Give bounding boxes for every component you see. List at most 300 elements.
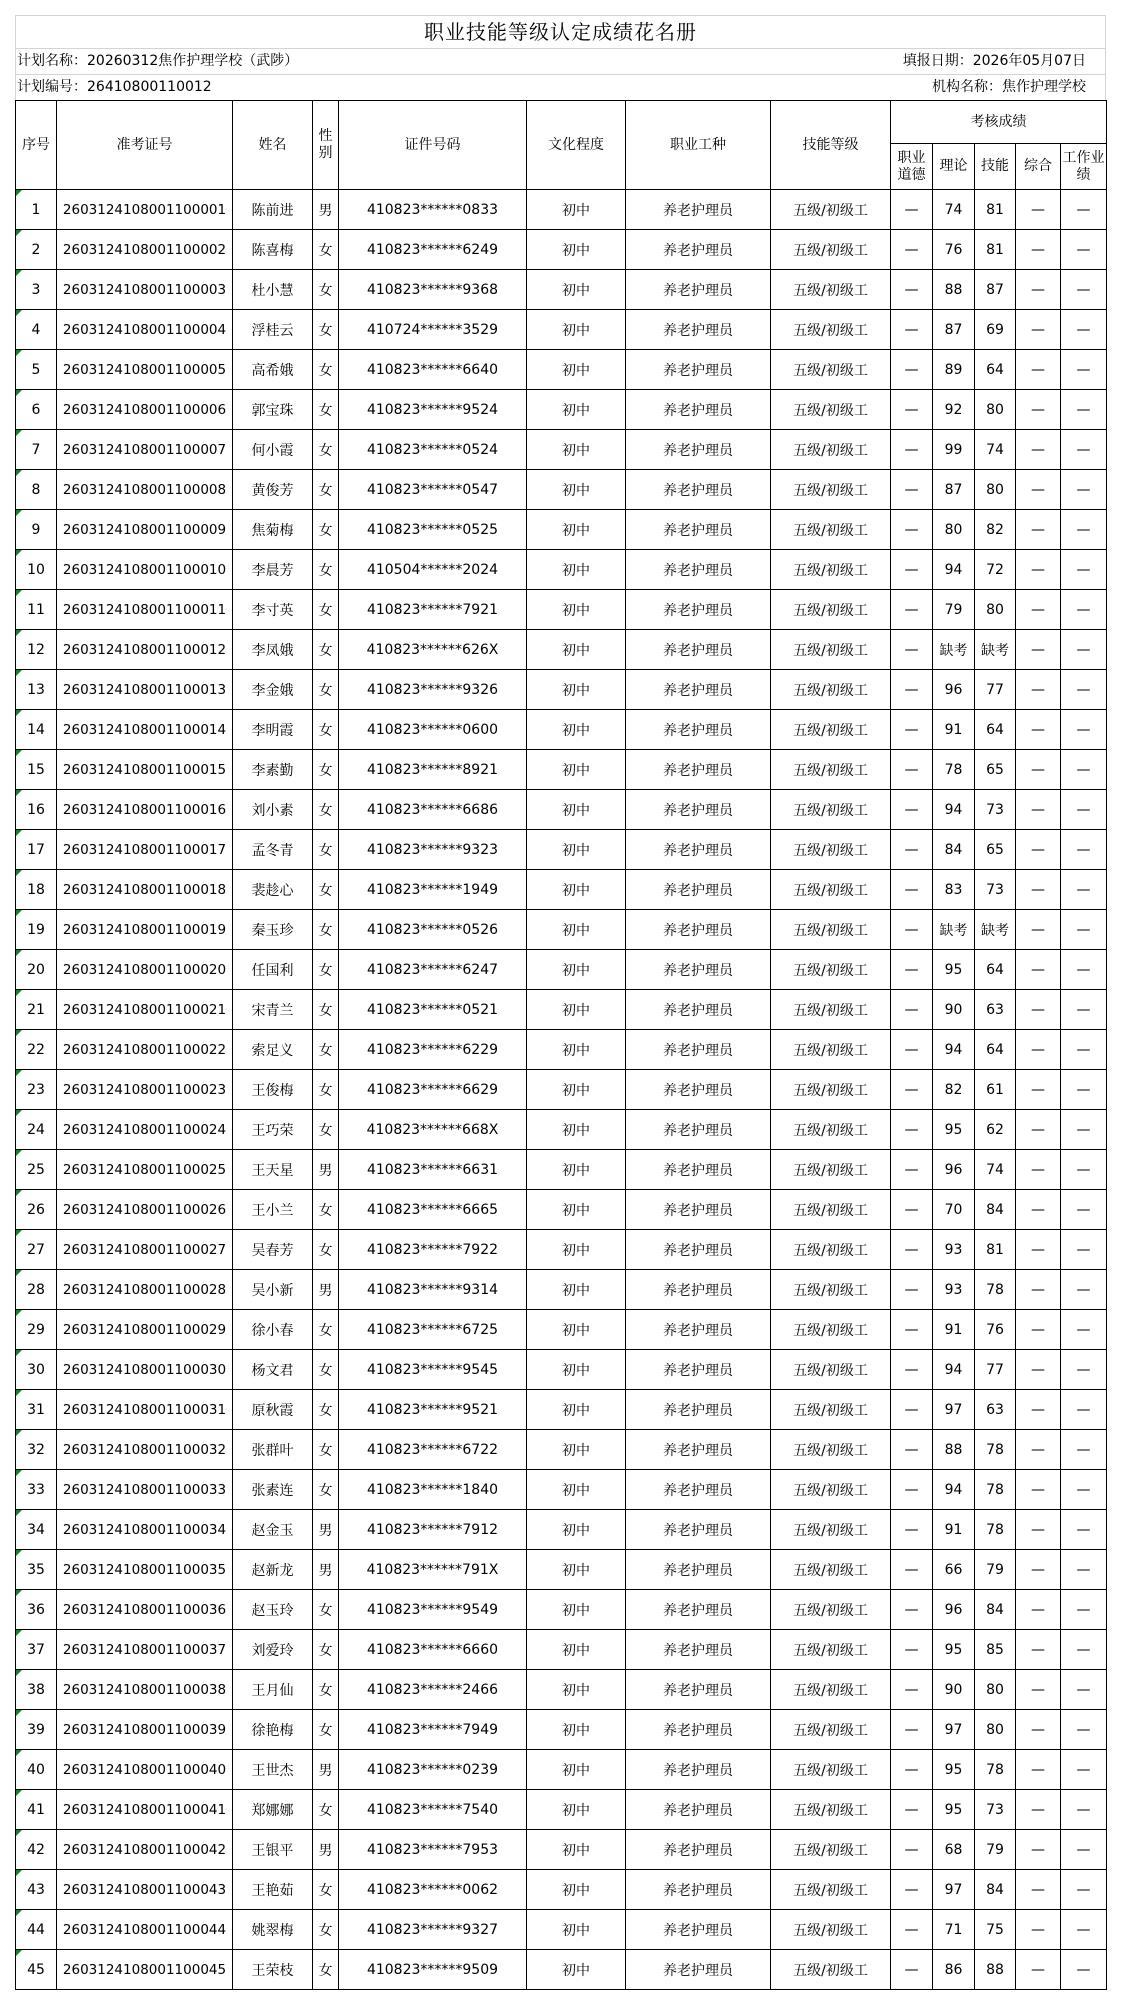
level-cell: 五级/初级工 bbox=[771, 1230, 891, 1270]
gender-cell: 男 bbox=[313, 1270, 339, 1310]
work-cell: — bbox=[1061, 1550, 1107, 1590]
ethics-cell: — bbox=[891, 1670, 933, 1710]
ticket-cell: 2603124108001100001 bbox=[57, 190, 233, 230]
theory-cell: 80 bbox=[933, 510, 975, 550]
id-cell: 410823******6722 bbox=[339, 1430, 527, 1470]
level-cell: 五级/初级工 bbox=[771, 630, 891, 670]
education-cell: 初中 bbox=[527, 1230, 626, 1270]
ethics-cell: — bbox=[891, 350, 933, 390]
education-cell: 初中 bbox=[527, 1790, 626, 1830]
theory-cell: 74 bbox=[933, 190, 975, 230]
skill-cell: 64 bbox=[975, 950, 1016, 990]
name-cell: 姚翠梅 bbox=[233, 1910, 313, 1950]
level-cell: 五级/初级工 bbox=[771, 910, 891, 950]
id-cell: 410823******7912 bbox=[339, 1510, 527, 1550]
theory-cell: 95 bbox=[933, 1750, 975, 1790]
table-row bbox=[16, 870, 1107, 910]
ethics-cell: — bbox=[891, 1190, 933, 1230]
id-cell: 410823******9314 bbox=[339, 1270, 527, 1310]
seq-cell: 36 bbox=[16, 1590, 57, 1630]
name-cell: 李晨芳 bbox=[233, 550, 313, 590]
education-cell: 初中 bbox=[527, 1550, 626, 1590]
ticket-cell: 2603124108001100023 bbox=[57, 1070, 233, 1110]
ethics-cell: — bbox=[891, 1470, 933, 1510]
level-cell: 五级/初级工 bbox=[771, 1590, 891, 1630]
occupation-cell: 养老护理员 bbox=[626, 1150, 771, 1190]
seq-cell: 15 bbox=[16, 750, 57, 790]
theory-cell: 88 bbox=[933, 1430, 975, 1470]
name-cell: 李明霞 bbox=[233, 710, 313, 750]
skill-cell: 80 bbox=[975, 1710, 1016, 1750]
comprehensive-cell: — bbox=[1016, 1270, 1061, 1310]
id-cell: 410823******9524 bbox=[339, 390, 527, 430]
seq-cell: 1 bbox=[16, 190, 57, 230]
skill-cell: 80 bbox=[975, 1670, 1016, 1710]
skill-cell: 84 bbox=[975, 1590, 1016, 1630]
work-cell: — bbox=[1061, 750, 1107, 790]
theory-cell: 88 bbox=[933, 270, 975, 310]
seq-cell: 43 bbox=[16, 1870, 57, 1910]
work-cell: — bbox=[1061, 670, 1107, 710]
ticket-cell: 2603124108001100038 bbox=[57, 1670, 233, 1710]
skill-cell: 81 bbox=[975, 230, 1016, 270]
occupation-cell: 养老护理员 bbox=[626, 1070, 771, 1110]
work-cell: — bbox=[1061, 1150, 1107, 1190]
id-cell: 410823******6247 bbox=[339, 950, 527, 990]
work-cell: — bbox=[1061, 630, 1107, 670]
name-cell: 郑娜娜 bbox=[233, 1790, 313, 1830]
work-cell: — bbox=[1061, 1430, 1107, 1470]
header-ticket: 准考证号 bbox=[57, 101, 233, 190]
work-cell: — bbox=[1061, 1390, 1107, 1430]
level-cell: 五级/初级工 bbox=[771, 1710, 891, 1750]
ticket-cell: 2603124108001100044 bbox=[57, 1910, 233, 1950]
id-cell: 410823******8921 bbox=[339, 750, 527, 790]
comprehensive-cell: — bbox=[1016, 1390, 1061, 1430]
seq-cell: 27 bbox=[16, 1230, 57, 1270]
gender-cell: 女 bbox=[313, 1590, 339, 1630]
skill-cell: 85 bbox=[975, 1630, 1016, 1670]
occupation-cell: 养老护理员 bbox=[626, 310, 771, 350]
work-cell: — bbox=[1061, 830, 1107, 870]
comprehensive-cell: — bbox=[1016, 1350, 1061, 1390]
name-cell: 裴趁心 bbox=[233, 870, 313, 910]
table-row bbox=[16, 430, 1107, 470]
id-cell: 410823******2466 bbox=[339, 1670, 527, 1710]
comprehensive-cell: — bbox=[1016, 950, 1061, 990]
name-cell: 李素勤 bbox=[233, 750, 313, 790]
theory-cell: 缺考 bbox=[933, 630, 975, 670]
level-cell: 五级/初级工 bbox=[771, 270, 891, 310]
ethics-cell: — bbox=[891, 1230, 933, 1270]
theory-cell: 99 bbox=[933, 430, 975, 470]
work-cell: — bbox=[1061, 950, 1107, 990]
ethics-cell: — bbox=[891, 910, 933, 950]
level-cell: 五级/初级工 bbox=[771, 1750, 891, 1790]
comprehensive-cell: — bbox=[1016, 230, 1061, 270]
name-cell: 王荣枝 bbox=[233, 1950, 313, 1990]
level-cell: 五级/初级工 bbox=[771, 870, 891, 910]
skill-cell: 缺考 bbox=[975, 630, 1016, 670]
id-cell: 410823******0525 bbox=[339, 510, 527, 550]
occupation-cell: 养老护理员 bbox=[626, 510, 771, 550]
ethics-cell: — bbox=[891, 1910, 933, 1950]
level-cell: 五级/初级工 bbox=[771, 790, 891, 830]
education-cell: 初中 bbox=[527, 470, 626, 510]
gender-cell: 女 bbox=[313, 1630, 339, 1670]
comprehensive-cell: — bbox=[1016, 390, 1061, 430]
ethics-cell: — bbox=[891, 1310, 933, 1350]
ethics-cell: — bbox=[891, 1830, 933, 1870]
work-cell: — bbox=[1061, 790, 1107, 830]
seq-cell: 32 bbox=[16, 1430, 57, 1470]
occupation-cell: 养老护理员 bbox=[626, 1310, 771, 1350]
education-cell: 初中 bbox=[527, 1030, 626, 1070]
seq-cell: 14 bbox=[16, 710, 57, 750]
level-cell: 五级/初级工 bbox=[771, 310, 891, 350]
ticket-cell: 2603124108001100017 bbox=[57, 830, 233, 870]
occupation-cell: 养老护理员 bbox=[626, 790, 771, 830]
id-cell: 410823******0547 bbox=[339, 470, 527, 510]
education-cell: 初中 bbox=[527, 390, 626, 430]
id-cell: 410823******9327 bbox=[339, 1910, 527, 1950]
occupation-cell: 养老护理员 bbox=[626, 190, 771, 230]
seq-cell: 35 bbox=[16, 1550, 57, 1590]
table-row bbox=[16, 1110, 1107, 1150]
work-cell: — bbox=[1061, 1270, 1107, 1310]
table-row bbox=[16, 1150, 1107, 1190]
ticket-cell: 2603124108001100013 bbox=[57, 670, 233, 710]
name-cell: 陈喜梅 bbox=[233, 230, 313, 270]
table-row bbox=[16, 190, 1107, 230]
comprehensive-cell: — bbox=[1016, 1510, 1061, 1550]
gender-cell: 女 bbox=[313, 1310, 339, 1350]
ticket-cell: 2603124108001100026 bbox=[57, 1190, 233, 1230]
level-cell: 五级/初级工 bbox=[771, 1430, 891, 1470]
id-cell: 410823******7949 bbox=[339, 1710, 527, 1750]
education-cell: 初中 bbox=[527, 350, 626, 390]
gender-cell: 女 bbox=[313, 870, 339, 910]
education-cell: 初中 bbox=[527, 590, 626, 630]
comprehensive-cell: — bbox=[1016, 630, 1061, 670]
occupation-cell: 养老护理员 bbox=[626, 350, 771, 390]
level-cell: 五级/初级工 bbox=[771, 1910, 891, 1950]
table-row bbox=[16, 1310, 1107, 1350]
name-cell: 陈前进 bbox=[233, 190, 313, 230]
occupation-cell: 养老护理员 bbox=[626, 430, 771, 470]
name-cell: 徐艳梅 bbox=[233, 1710, 313, 1750]
work-cell: — bbox=[1061, 910, 1107, 950]
ticket-cell: 2603124108001100030 bbox=[57, 1350, 233, 1390]
table-row bbox=[16, 1910, 1107, 1950]
education-cell: 初中 bbox=[527, 870, 626, 910]
occupation-cell: 养老护理员 bbox=[626, 1190, 771, 1230]
level-cell: 五级/初级工 bbox=[771, 430, 891, 470]
table-row bbox=[16, 950, 1107, 990]
id-cell: 410823******9368 bbox=[339, 270, 527, 310]
education-cell: 初中 bbox=[527, 670, 626, 710]
table-row bbox=[16, 1070, 1107, 1110]
education-cell: 初中 bbox=[527, 830, 626, 870]
theory-cell: 95 bbox=[933, 1790, 975, 1830]
score-table bbox=[15, 100, 1107, 1990]
gender-cell: 女 bbox=[313, 1110, 339, 1150]
occupation-cell: 养老护理员 bbox=[626, 1030, 771, 1070]
name-cell: 吴春芳 bbox=[233, 1230, 313, 1270]
skill-cell: 77 bbox=[975, 1350, 1016, 1390]
seq-cell: 6 bbox=[16, 390, 57, 430]
id-cell: 410823******6665 bbox=[339, 1190, 527, 1230]
work-cell: — bbox=[1061, 430, 1107, 470]
gender-cell: 女 bbox=[313, 230, 339, 270]
skill-cell: 缺考 bbox=[975, 910, 1016, 950]
seq-cell: 12 bbox=[16, 630, 57, 670]
education-cell: 初中 bbox=[527, 1870, 626, 1910]
occupation-cell: 养老护理员 bbox=[626, 1510, 771, 1550]
ethics-cell: — bbox=[891, 550, 933, 590]
comprehensive-cell: — bbox=[1016, 790, 1061, 830]
work-cell: — bbox=[1061, 710, 1107, 750]
ticket-cell: 2603124108001100005 bbox=[57, 350, 233, 390]
ethics-cell: — bbox=[891, 1150, 933, 1190]
gender-cell: 女 bbox=[313, 350, 339, 390]
ticket-cell: 2603124108001100011 bbox=[57, 590, 233, 630]
level-cell: 五级/初级工 bbox=[771, 1670, 891, 1710]
comprehensive-cell: — bbox=[1016, 270, 1061, 310]
theory-cell: 78 bbox=[933, 750, 975, 790]
header-scores: 考核成绩 bbox=[891, 101, 1107, 144]
gender-cell: 男 bbox=[313, 190, 339, 230]
comprehensive-cell: — bbox=[1016, 1710, 1061, 1750]
skill-cell: 78 bbox=[975, 1430, 1016, 1470]
ticket-cell: 2603124108001100042 bbox=[57, 1830, 233, 1870]
name-cell: 任国利 bbox=[233, 950, 313, 990]
work-cell: — bbox=[1061, 1630, 1107, 1670]
ethics-cell: — bbox=[891, 1750, 933, 1790]
ticket-cell: 2603124108001100037 bbox=[57, 1630, 233, 1670]
header-skill: 技能 bbox=[975, 144, 1016, 190]
theory-cell: 83 bbox=[933, 870, 975, 910]
ticket-cell: 2603124108001100004 bbox=[57, 310, 233, 350]
level-cell: 五级/初级工 bbox=[771, 670, 891, 710]
ticket-cell: 2603124108001100031 bbox=[57, 1390, 233, 1430]
name-cell: 王世杰 bbox=[233, 1750, 313, 1790]
id-cell: 410823******0521 bbox=[339, 990, 527, 1030]
education-cell: 初中 bbox=[527, 1590, 626, 1630]
skill-cell: 61 bbox=[975, 1070, 1016, 1110]
seq-cell: 4 bbox=[16, 310, 57, 350]
report-date: 填报日期：2026年05月07日 bbox=[902, 53, 1086, 69]
ethics-cell: — bbox=[891, 430, 933, 470]
gender-cell: 女 bbox=[313, 1390, 339, 1430]
gender-cell: 女 bbox=[313, 1470, 339, 1510]
ethics-cell: — bbox=[891, 1070, 933, 1110]
table-row bbox=[16, 910, 1107, 950]
education-cell: 初中 bbox=[527, 990, 626, 1030]
level-cell: 五级/初级工 bbox=[771, 230, 891, 270]
work-cell: — bbox=[1061, 1830, 1107, 1870]
education-cell: 初中 bbox=[527, 1350, 626, 1390]
skill-cell: 63 bbox=[975, 990, 1016, 1030]
work-cell: — bbox=[1061, 350, 1107, 390]
name-cell: 王巧荣 bbox=[233, 1110, 313, 1150]
ethics-cell: — bbox=[891, 1030, 933, 1070]
comprehensive-cell: — bbox=[1016, 310, 1061, 350]
gender-cell: 女 bbox=[313, 430, 339, 470]
education-cell: 初中 bbox=[527, 1510, 626, 1550]
name-cell: 焦菊梅 bbox=[233, 510, 313, 550]
ethics-cell: — bbox=[891, 1110, 933, 1150]
ticket-cell: 2603124108001100035 bbox=[57, 1550, 233, 1590]
gender-cell: 女 bbox=[313, 310, 339, 350]
occupation-cell: 养老护理员 bbox=[626, 1830, 771, 1870]
theory-cell: 90 bbox=[933, 1670, 975, 1710]
comprehensive-cell: — bbox=[1016, 1950, 1061, 1990]
name-cell: 高希娥 bbox=[233, 350, 313, 390]
education-cell: 初中 bbox=[527, 1910, 626, 1950]
level-cell: 五级/初级工 bbox=[771, 190, 891, 230]
ethics-cell: — bbox=[891, 950, 933, 990]
skill-cell: 76 bbox=[975, 1310, 1016, 1350]
level-cell: 五级/初级工 bbox=[771, 470, 891, 510]
occupation-cell: 养老护理员 bbox=[626, 870, 771, 910]
seq-cell: 18 bbox=[16, 870, 57, 910]
name-cell: 李寸英 bbox=[233, 590, 313, 630]
occupation-cell: 养老护理员 bbox=[626, 710, 771, 750]
gender-cell: 男 bbox=[313, 1550, 339, 1590]
work-cell: — bbox=[1061, 1310, 1107, 1350]
ethics-cell: — bbox=[891, 750, 933, 790]
work-cell: — bbox=[1061, 510, 1107, 550]
education-cell: 初中 bbox=[527, 310, 626, 350]
ticket-cell: 2603124108001100015 bbox=[57, 750, 233, 790]
theory-cell: 91 bbox=[933, 1510, 975, 1550]
table-row bbox=[16, 830, 1107, 870]
comprehensive-cell: — bbox=[1016, 1150, 1061, 1190]
work-cell: — bbox=[1061, 550, 1107, 590]
header-theory: 理论 bbox=[933, 144, 975, 190]
ticket-cell: 2603124108001100040 bbox=[57, 1750, 233, 1790]
ticket-cell: 2603124108001100036 bbox=[57, 1590, 233, 1630]
theory-cell: 68 bbox=[933, 1830, 975, 1870]
header-seq: 序号 bbox=[16, 101, 57, 190]
ethics-cell: — bbox=[891, 1950, 933, 1990]
name-cell: 赵金玉 bbox=[233, 1510, 313, 1550]
seq-cell: 19 bbox=[16, 910, 57, 950]
header-id-no: 证件号码 bbox=[339, 101, 527, 190]
id-cell: 410823******9549 bbox=[339, 1590, 527, 1630]
table-row bbox=[16, 1790, 1107, 1830]
name-cell: 杨文君 bbox=[233, 1350, 313, 1390]
gender-cell: 女 bbox=[313, 750, 339, 790]
id-cell: 410823******6640 bbox=[339, 350, 527, 390]
theory-cell: 94 bbox=[933, 1470, 975, 1510]
comprehensive-cell: — bbox=[1016, 190, 1061, 230]
ticket-cell: 2603124108001100020 bbox=[57, 950, 233, 990]
name-cell: 王小兰 bbox=[233, 1190, 313, 1230]
ethics-cell: — bbox=[891, 670, 933, 710]
table-row bbox=[16, 710, 1107, 750]
comprehensive-cell: — bbox=[1016, 350, 1061, 390]
theory-cell: 96 bbox=[933, 1590, 975, 1630]
education-cell: 初中 bbox=[527, 710, 626, 750]
name-cell: 王俊梅 bbox=[233, 1070, 313, 1110]
id-cell: 410823******626X bbox=[339, 630, 527, 670]
id-cell: 410823******791X bbox=[339, 1550, 527, 1590]
occupation-cell: 养老护理员 bbox=[626, 1670, 771, 1710]
level-cell: 五级/初级工 bbox=[771, 1470, 891, 1510]
work-cell: — bbox=[1061, 1950, 1107, 1990]
skill-cell: 78 bbox=[975, 1470, 1016, 1510]
name-cell: 徐小春 bbox=[233, 1310, 313, 1350]
header-ethics: 职业道德 bbox=[891, 144, 933, 190]
skill-cell: 64 bbox=[975, 1030, 1016, 1070]
ethics-cell: — bbox=[891, 830, 933, 870]
name-cell: 王银平 bbox=[233, 1830, 313, 1870]
work-cell: — bbox=[1061, 1110, 1107, 1150]
name-cell: 杜小慧 bbox=[233, 270, 313, 310]
ethics-cell: — bbox=[891, 1430, 933, 1470]
theory-cell: 95 bbox=[933, 950, 975, 990]
ticket-cell: 2603124108001100029 bbox=[57, 1310, 233, 1350]
name-cell: 赵玉玲 bbox=[233, 1590, 313, 1630]
name-cell: 李金娥 bbox=[233, 670, 313, 710]
occupation-cell: 养老护理员 bbox=[626, 630, 771, 670]
seq-cell: 41 bbox=[16, 1790, 57, 1830]
seq-cell: 39 bbox=[16, 1710, 57, 1750]
table-row bbox=[16, 550, 1107, 590]
ticket-cell: 2603124108001100021 bbox=[57, 990, 233, 1030]
work-cell: — bbox=[1061, 470, 1107, 510]
gender-cell: 女 bbox=[313, 390, 339, 430]
ticket-cell: 2603124108001100043 bbox=[57, 1870, 233, 1910]
comprehensive-cell: — bbox=[1016, 830, 1061, 870]
gender-cell: 男 bbox=[313, 1510, 339, 1550]
level-cell: 五级/初级工 bbox=[771, 590, 891, 630]
ethics-cell: — bbox=[891, 1510, 933, 1550]
skill-cell: 80 bbox=[975, 390, 1016, 430]
ethics-cell: — bbox=[891, 990, 933, 1030]
ethics-cell: — bbox=[891, 1350, 933, 1390]
occupation-cell: 养老护理员 bbox=[626, 1870, 771, 1910]
comprehensive-cell: — bbox=[1016, 670, 1061, 710]
table-row bbox=[16, 1630, 1107, 1670]
comprehensive-cell: — bbox=[1016, 1550, 1061, 1590]
theory-cell: 89 bbox=[933, 350, 975, 390]
seq-cell: 31 bbox=[16, 1390, 57, 1430]
ticket-cell: 2603124108001100007 bbox=[57, 430, 233, 470]
gender-cell: 女 bbox=[313, 470, 339, 510]
name-cell: 张群叶 bbox=[233, 1430, 313, 1470]
seq-cell: 38 bbox=[16, 1670, 57, 1710]
ticket-cell: 2603124108001100025 bbox=[57, 1150, 233, 1190]
gender-cell: 女 bbox=[313, 1710, 339, 1750]
seq-cell: 9 bbox=[16, 510, 57, 550]
occupation-cell: 养老护理员 bbox=[626, 470, 771, 510]
occupation-cell: 养老护理员 bbox=[626, 590, 771, 630]
occupation-cell: 养老护理员 bbox=[626, 390, 771, 430]
header-level: 技能等级 bbox=[771, 101, 891, 190]
comprehensive-cell: — bbox=[1016, 1070, 1061, 1110]
ticket-cell: 2603124108001100003 bbox=[57, 270, 233, 310]
work-cell: — bbox=[1061, 1510, 1107, 1550]
table-row bbox=[16, 310, 1107, 350]
table-row bbox=[16, 750, 1107, 790]
occupation-cell: 养老护理员 bbox=[626, 1110, 771, 1150]
header-education: 文化程度 bbox=[527, 101, 626, 190]
table-row bbox=[16, 1030, 1107, 1070]
level-cell: 五级/初级工 bbox=[771, 1630, 891, 1670]
